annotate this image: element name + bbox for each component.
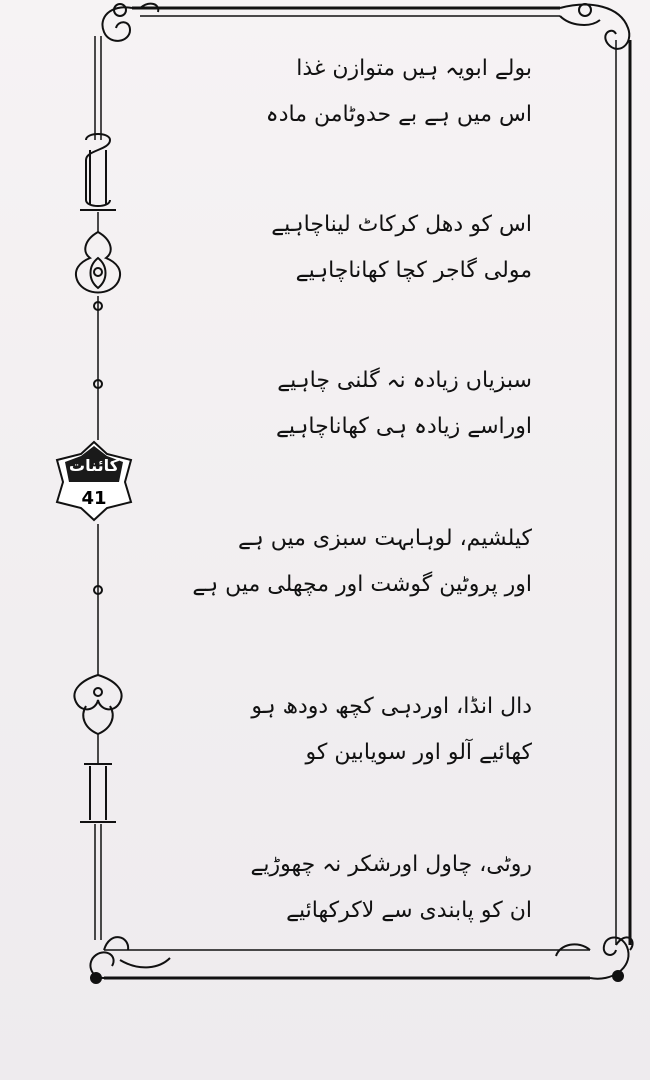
stanza-3 [172,358,532,450]
verse-line: کھائیے آلو اور سویابین کو [305,740,532,765]
verse-line: مولی گاجر کچا کھاناچاہیے [295,258,532,283]
verse-line: اس کو دھل کرکاٹ لیناچاہیے [271,212,532,237]
page-number-badge [55,440,133,522]
stanza-1 [172,46,532,138]
verse-line: بولے ابویہ ہیں متوازن غذا [296,56,532,81]
page-number: 41 [81,488,107,509]
verse-line: اس میں ہے بے حدوٹامن مادہ [265,102,532,127]
verse-line: ان کو پابندی سے لاکرکھائیے [286,898,532,923]
verse-line: سبزیاں زیادہ نہ گلنی چاہیے [277,368,532,393]
verse-line: اوراسے زیادہ ہی کھاناچاہیے [275,414,532,439]
verse-line: کیلشیم، لوہابہت سبزی میں ہے [237,526,532,551]
verse-line: اور پروٹین گوشت اور مچھلی میں ہے [192,572,532,597]
badge-frame [55,440,133,522]
stanza-6 [172,842,532,934]
verse-line: روٹی، چاول اورشکر نہ چھوڑیے [250,852,532,877]
stanza-4 [172,516,532,608]
badge-title: کائنات [69,456,119,475]
stanza-2 [172,202,532,294]
verse-line: دال انڈا، اوردہی کچھ دودھ ہو [251,694,532,719]
stanza-5 [172,684,532,776]
